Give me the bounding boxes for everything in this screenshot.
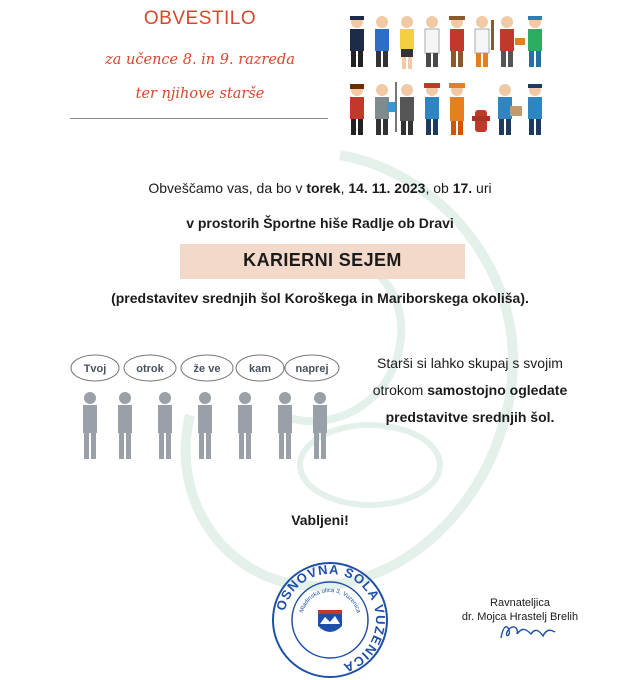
person-figure (313, 392, 327, 459)
intro-text-hour: uri (472, 180, 492, 196)
fire-hydrant-icon (472, 110, 490, 132)
worker-figure (449, 83, 465, 135)
person-figure (118, 392, 132, 459)
worker-figure (528, 84, 542, 135)
person-figure (278, 392, 292, 459)
closing-text: Vabljeni! (291, 512, 349, 528)
announcement-line (0, 180, 640, 196)
header-divider (70, 118, 328, 119)
signatory-name: dr. Mojca Hrastelj Brelih (461, 611, 579, 623)
event-time: 17. (452, 180, 473, 196)
event-title: KARIERNI SEJEM (243, 250, 402, 270)
event-location: v prostorih Športne hiše Radlje ob Dravi (186, 215, 454, 231)
worker-figure (528, 16, 542, 67)
bubble-word-2: otrok (136, 363, 164, 375)
stamp-outer-text: OSNOVNA ŠOLA VUZENICA (273, 561, 389, 676)
worker-figure (498, 84, 522, 135)
worker-figure (375, 16, 389, 67)
event-subtitle: (predstavitev srednjih šol Koroškega in Mariborskega okoliša). (111, 290, 529, 306)
bubble-word-3: že ve (193, 363, 221, 375)
notice-title: OBVESTILO (143, 8, 257, 29)
worker-figure (400, 16, 414, 69)
worker-figure (500, 16, 525, 67)
worker-figure (350, 84, 364, 135)
intro-text-at: , ob (425, 180, 453, 196)
worker-figure (425, 16, 439, 67)
intro-text: Obveščamo vas, da bo v (148, 180, 307, 196)
school-stamp (270, 560, 390, 680)
info-text: otrokom (372, 382, 428, 398)
info-text-emphasis: samostojno ogledate (427, 382, 568, 398)
info-line-3: predstavitve srednjih šol. (385, 409, 555, 425)
person-figure (158, 392, 172, 459)
signatory-role: Ravnateljica (490, 597, 550, 609)
bubble-word-5: naprej (295, 363, 329, 375)
event-day: torek (306, 180, 341, 196)
person-figure (83, 392, 97, 459)
people-speech-illustration (70, 350, 340, 465)
worker-figure (395, 82, 414, 135)
event-date: 14. 11. 2023 (348, 180, 426, 196)
info-line-1: Starši si lahko skupaj s svojim (377, 355, 563, 371)
handwritten-signature (497, 620, 557, 640)
person-figure (198, 392, 212, 459)
intro-separator: , (340, 180, 349, 196)
info-line-2 (335, 382, 605, 398)
worker-figure (350, 16, 364, 67)
bubble-word-1: Tvoj (83, 363, 107, 375)
bubble-word-4: kam (248, 363, 272, 375)
worker-figure (475, 16, 494, 67)
audience-line: za učence 8. in 9. razreda (105, 52, 295, 68)
worker-figure (375, 84, 395, 135)
person-figure (238, 392, 252, 459)
professions-illustration (345, 12, 560, 142)
audience-line-parents: ter njihove starše (135, 86, 265, 102)
stamp-inner-text: Mladinska ulica 3, Vuzenica (298, 587, 362, 614)
worker-figure (424, 83, 440, 135)
worker-figure (449, 16, 465, 67)
